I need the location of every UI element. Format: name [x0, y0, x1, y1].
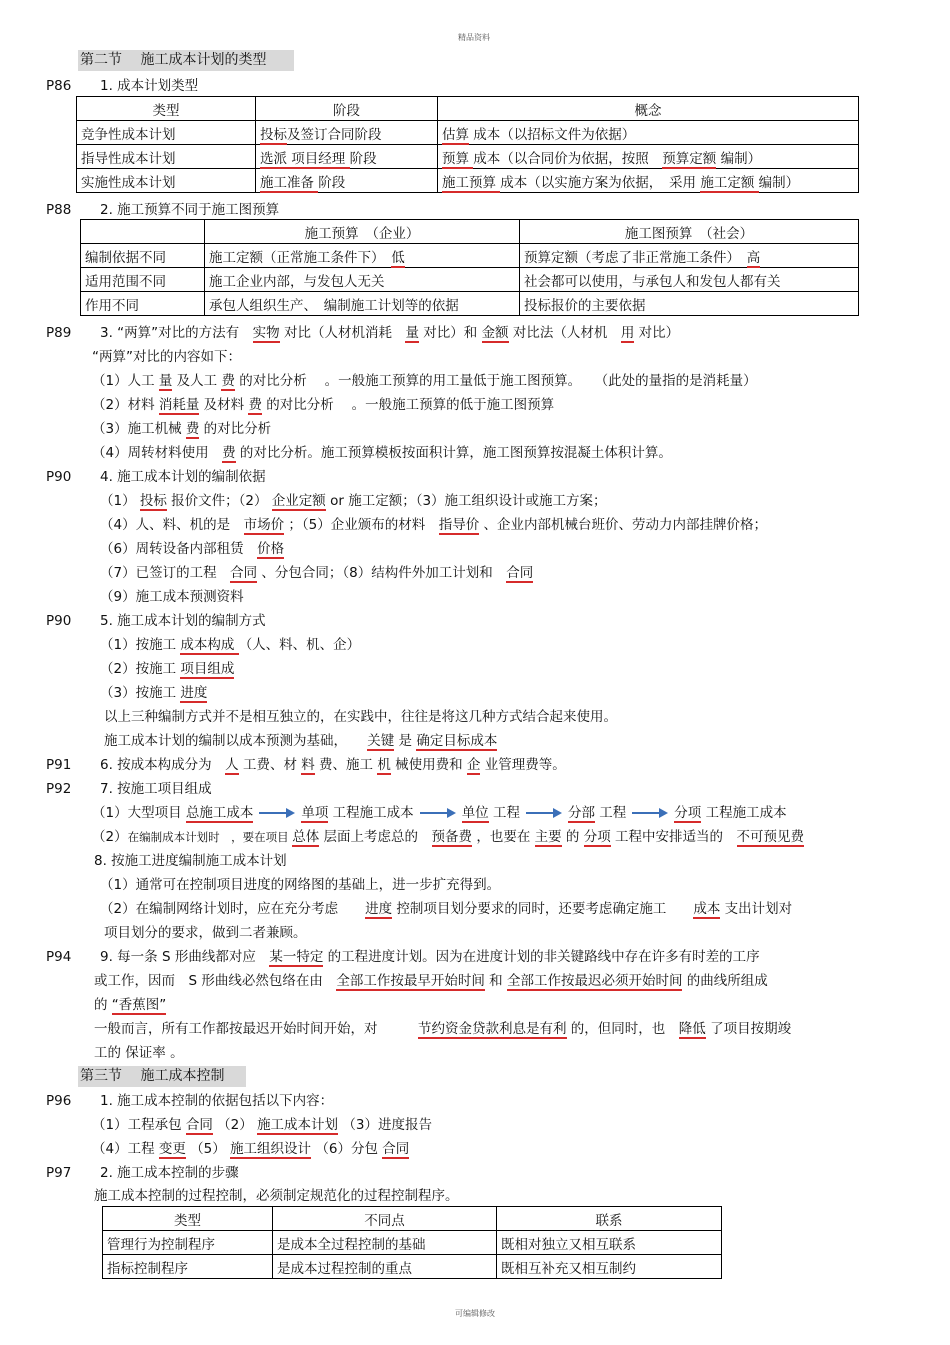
table-header-cell: 类型	[77, 97, 256, 121]
underlined-term: 合同	[506, 565, 534, 581]
arrow-right-icon	[420, 808, 456, 818]
l89-line	[100, 324, 679, 342]
l94e-line: 工的 保证率 。	[94, 1045, 184, 1061]
text: 工程施工成本	[701, 805, 787, 821]
underlined-term: 用	[620, 325, 635, 341]
underlined-term: 消耗量	[158, 397, 200, 413]
p88-title: 2. 施工预算不同于施工图预算	[100, 202, 280, 218]
underlined-term: “香蕉图”	[111, 997, 167, 1013]
l89e-line	[92, 420, 271, 438]
underlined-term: 施工定额	[700, 174, 759, 191]
text: 3. “两算”对比的方法有	[100, 325, 253, 341]
table-cell: 是成本过程控制的重点	[273, 1255, 497, 1279]
underlined-term: 投标	[260, 126, 287, 143]
cell-text: 阶段	[349, 150, 377, 167]
page-ref-p86: P86	[46, 78, 72, 94]
section-title-3: 第三节 施工成本控制	[78, 1066, 246, 1087]
table-cell: 是成本全过程控制的基础	[273, 1231, 497, 1255]
text: 业管理费等。	[480, 757, 566, 773]
text: （5）	[185, 1141, 231, 1157]
l91-line	[100, 756, 566, 774]
text: 支出计划对	[720, 901, 793, 917]
text: 及人工	[172, 373, 222, 389]
table-header-cell: 联系	[497, 1207, 722, 1231]
underlined-term: 主要	[534, 829, 562, 845]
table-row	[77, 97, 859, 121]
table-header-cell: 施工图预算 （社会）	[520, 220, 859, 244]
underlined-term: 关键	[367, 733, 395, 749]
underlined-term: 机	[377, 757, 391, 773]
text: 工费、材	[238, 757, 302, 773]
underlined-term: 全部工作按最迟必须开始时间	[506, 973, 683, 989]
table-row	[77, 121, 859, 145]
cell-text: 成本（以合同价为依据，按照	[473, 150, 663, 167]
text: （1）大型项目	[92, 805, 186, 821]
page-ref-p90-b: P90	[46, 613, 72, 629]
l96b-line	[92, 1140, 409, 1158]
text: （人、料、机、企）	[238, 637, 361, 653]
text: or 施工定额；（3）施工组织设计或施工方案；	[325, 493, 607, 509]
underlined-term: 费	[221, 373, 235, 389]
table-cell: 管理行为控制程序	[103, 1231, 273, 1255]
table-cell: 编制依据不同	[81, 244, 205, 268]
arrow-right-icon	[632, 808, 668, 818]
l92-line: 7. 按施工项目组成	[100, 781, 212, 797]
text: 是	[394, 733, 417, 749]
text: 和	[484, 973, 507, 989]
text: （2）材料	[92, 397, 159, 413]
text: （2）按施工	[100, 661, 181, 677]
text: 工程	[488, 805, 520, 821]
arrow-right-icon	[526, 808, 562, 818]
underlined-term: 分项	[583, 829, 611, 845]
l90c-line	[100, 540, 284, 558]
table-cell	[256, 121, 438, 145]
text: （4）工程	[92, 1141, 159, 1157]
table-row	[103, 1207, 722, 1231]
underlined-term: 估算	[442, 126, 469, 143]
underlined-term: 选派 项目经理	[260, 150, 350, 167]
table-cell: 承包人组织生产、 编制施工计划等的依据	[205, 292, 520, 316]
l92b-line	[92, 828, 804, 846]
text: ；（5）企业颁布的材料	[284, 517, 439, 533]
text: 对比法（人材机	[508, 325, 621, 341]
cell-text: 编制）	[716, 150, 762, 167]
underlined-term: 确定目标成本	[416, 733, 498, 749]
underlined-term: 某一特定	[269, 949, 324, 965]
text: 对比（人材机消耗	[279, 325, 406, 341]
text: （1）工程承包	[92, 1117, 186, 1133]
l90d-line	[100, 564, 533, 582]
text: 了项目按期竣	[705, 1021, 792, 1037]
text: 、企业内部机械台班价、劳动力内部挂牌价格；	[479, 517, 768, 533]
page-header: 精品资料	[458, 33, 490, 42]
cell-text: 预算定额（考虑了非正常施工条件）	[524, 249, 747, 266]
page-ref-p88: P88	[46, 202, 72, 218]
table-cell	[256, 145, 438, 169]
l90h-line	[100, 660, 234, 678]
l89d-line	[92, 396, 554, 414]
l90a-line	[100, 492, 607, 510]
l90k-line	[104, 732, 497, 750]
arrow-right-icon	[259, 808, 295, 818]
text: 的曲线所组成	[682, 973, 768, 989]
underlined-term: 量	[158, 373, 173, 389]
text: （4）周转材料使用	[92, 445, 223, 461]
text: 的对比分析	[199, 421, 272, 437]
l90-line: 4. 施工成本计划的编制依据	[100, 469, 266, 485]
l90g-line	[100, 636, 360, 654]
underlined-term: 成本	[693, 901, 721, 917]
underlined-term: 全部工作按最早开始时间	[336, 973, 485, 989]
text: 工程	[594, 805, 627, 821]
table-header-cell: 类型	[103, 1207, 273, 1231]
table-header-cell	[81, 220, 205, 244]
table-cell	[438, 169, 859, 193]
table-row	[81, 220, 859, 244]
table-row	[81, 292, 859, 316]
text: （1）	[100, 493, 140, 509]
underlined-term: 合同	[185, 1117, 213, 1133]
table-cell: 社会都可以使用，与承包人和发包人都有关	[520, 268, 859, 292]
l97a-line: 施工成本控制的过程控制，必须制定规范化的过程控制程序。	[94, 1188, 459, 1204]
text: 及材料	[199, 397, 249, 413]
page-footer: 可编辑修改	[455, 1309, 495, 1318]
underlined-term: 费	[222, 445, 236, 461]
table-cell: 作用不同	[81, 292, 205, 316]
page-ref-p89: P89	[46, 325, 72, 341]
table-cell: 施工企业内部，与发包人无关	[205, 268, 520, 292]
cell-text: 成本（以招标文件为依据）	[469, 126, 636, 143]
l96-line: 1. 施工成本控制的依据包括以下内容：	[100, 1093, 334, 1109]
l90b-line	[100, 516, 767, 534]
text: ，也要在	[472, 829, 535, 845]
underlined-term: 企业定额	[271, 493, 326, 509]
table-cell: 既相互补充又相互制约	[497, 1255, 722, 1279]
text: （2）	[92, 829, 128, 845]
underlined-term: 费	[248, 397, 262, 413]
text: 械使用费和	[390, 757, 467, 773]
text: 的	[561, 829, 584, 845]
page-ref-p97: P97	[46, 1165, 72, 1181]
underlined-term: 合同	[382, 1141, 410, 1157]
section-title-2: 第二节 施工成本计划的类型	[78, 50, 294, 71]
underlined-term: 成本构成	[180, 637, 239, 653]
l90f-line: 5. 施工成本计划的编制方式	[100, 613, 266, 629]
underlined-term: 高	[746, 249, 761, 266]
underlined-term: 分部	[567, 805, 595, 821]
page-ref-p90: P90	[46, 469, 72, 485]
l94b-line	[94, 972, 768, 990]
underlined-term: 预算定额	[662, 150, 717, 167]
table-row	[77, 145, 859, 169]
table-header-cell: 概念	[438, 97, 859, 121]
underlined-term: 施工预算	[442, 174, 501, 191]
text: 9. 每一条 S 形曲线都对应	[100, 949, 270, 965]
l94d-line	[94, 1020, 791, 1038]
page-ref-p92: P92	[46, 781, 72, 797]
l92f-line: 项目划分的要求，做到二者兼顾。	[104, 925, 307, 941]
text: 一般而言，所有工作都按最迟开始时间开始，对	[94, 1021, 418, 1037]
table-cell: 实施性成本计划	[77, 169, 256, 193]
underlined-term: 项目组成	[180, 661, 235, 677]
cell-text: 及签订合同阶段	[287, 126, 382, 143]
text: （3）进度报告	[338, 1117, 432, 1133]
table-header-cell: 不同点	[273, 1207, 497, 1231]
table-row	[77, 169, 859, 193]
l96a-line	[92, 1116, 432, 1134]
underlined-term: 施工准备	[260, 174, 319, 191]
underlined-term: 量	[405, 325, 419, 341]
underlined-term: 市场价	[243, 517, 285, 533]
table-cell: 指标控制程序	[103, 1255, 273, 1279]
table-cell: 既相对独立又相互联系	[497, 1231, 722, 1255]
l94a-line	[100, 948, 760, 966]
table-header-cell: 施工预算 （企业）	[205, 220, 520, 244]
text: 的，但同时，也	[566, 1021, 679, 1037]
underlined-term: 不可预见费	[736, 829, 805, 845]
underlined-term: 实物	[252, 325, 280, 341]
text: 报价文件；（2）	[166, 493, 272, 509]
text: （2）	[212, 1117, 258, 1133]
underlined-term: 总施工成本	[185, 805, 254, 821]
l89f-line	[92, 444, 672, 462]
text: （6）分包	[311, 1141, 383, 1157]
underlined-term: 人	[225, 757, 239, 773]
text: 工程施工成本	[328, 805, 414, 821]
page-ref-p96: P96	[46, 1093, 72, 1109]
page-ref-p94: P94	[46, 949, 72, 965]
underlined-term: 施工成本计划	[257, 1117, 339, 1133]
l90j-line: 以上三种编制方式并不是相互独立的，在实践中，往往是将这几种方式结合起来使用。	[104, 709, 617, 725]
l90e-line: （9）施工成本预测资料	[100, 589, 244, 605]
text: 的对比分析 。一般施工预算的用工量低于施工图预算。 （此处的量指的是消耗量）	[234, 373, 757, 389]
underlined-term: 合同	[230, 565, 258, 581]
text: （3）按施工	[100, 685, 181, 701]
underlined-term: 施工组织设计	[230, 1141, 312, 1157]
underlined-term: 单位	[461, 805, 489, 821]
cost-control-table	[102, 1206, 722, 1279]
budget-comparison-table	[80, 219, 859, 316]
text: 的对比分析 。一般施工预算的低于施工图预算	[261, 397, 555, 413]
underlined-term: 投标	[139, 493, 167, 509]
underlined-term: 低	[391, 249, 405, 266]
underlined-term: 企	[466, 757, 481, 773]
underlined-term: 降低	[678, 1021, 706, 1037]
table-row	[103, 1255, 722, 1279]
l89c-line	[92, 372, 757, 390]
underlined-term: 预备费	[431, 829, 473, 845]
underlined-term: 总体	[292, 829, 320, 845]
text: 的	[94, 997, 112, 1013]
text: 6. 按成本构成分为	[100, 757, 226, 773]
cell-text: 编制）	[758, 174, 800, 191]
text: 控制项目划分要求的同时，还要考虑确定施工	[392, 901, 694, 917]
text: 工程中安排适当的	[610, 829, 737, 845]
text: 、分包合同；（8）结构件外加工计划和	[257, 565, 507, 581]
text: 层面上考虑总的	[319, 829, 432, 845]
underlined-term: 预算	[442, 150, 474, 167]
table-cell: 指导性成本计划	[77, 145, 256, 169]
cell-text: 成本（以实施方案为依据， 采用	[500, 174, 701, 191]
l90i-line	[100, 684, 207, 702]
text: 或工作，因而 S 形曲线必然包络在由	[94, 973, 337, 989]
table-cell: 投标报价的主要依据	[520, 292, 859, 316]
underlined-term: 单项	[301, 805, 329, 821]
text: （6）周转设备内部租赁	[100, 541, 258, 557]
underlined-term: 费	[185, 421, 200, 437]
table-row	[81, 268, 859, 292]
table-header-cell: 阶段	[256, 97, 438, 121]
table-row	[81, 244, 859, 268]
table-row	[103, 1231, 722, 1255]
table-cell: 竞争性成本计划	[77, 121, 256, 145]
text: 对比）	[634, 325, 680, 341]
text: 的工程进度计划。因为在进度计划的非关键路线中存在许多有时差的工序	[323, 949, 760, 965]
l92e-line	[100, 900, 792, 918]
table-cell	[520, 244, 859, 268]
cell-text: 施工定额（正常施工条件下）	[209, 249, 392, 266]
cell-text: 阶段	[318, 174, 346, 191]
text: （1）人工	[92, 373, 159, 389]
l94c-line	[94, 996, 166, 1014]
table-cell	[256, 169, 438, 193]
text: （3）施工机械	[92, 421, 186, 437]
table-cell: 适用范围不同	[81, 268, 205, 292]
l92c-line: 8. 按施工进度编制施工成本计划	[94, 853, 287, 869]
text: 费、施工	[314, 757, 378, 773]
text: 施工成本计划的编制以成本预测为基础，	[104, 733, 368, 749]
l89b-line: “两算”对比的内容如下：	[92, 349, 241, 365]
l92a-line	[92, 804, 787, 822]
underlined-term: 进度	[365, 901, 393, 917]
text: （7）已签订的工程	[100, 565, 231, 581]
p86-title: 1. 成本计划类型	[100, 78, 199, 94]
underlined-term: 进度	[180, 685, 208, 701]
underlined-term: 节约资金贷款利息是有利	[418, 1021, 567, 1037]
underlined-term: 变更	[158, 1141, 186, 1157]
text: 的对比分析。施工预算模板按面积计算，施工图预算按混凝土体积计算。	[235, 445, 672, 461]
text: 对比）和	[418, 325, 482, 341]
l92d-line: （1）通常可在控制项目进度的网络图的基础上，进一步扩充得到。	[100, 877, 501, 893]
underlined-term: 分项	[674, 805, 702, 821]
text: （2）在编制网络计划时，应在充分考虑	[100, 901, 366, 917]
l97-line: 2. 施工成本控制的步骤	[100, 1165, 239, 1181]
table-cell	[205, 244, 520, 268]
page-ref-p91: P91	[46, 757, 72, 773]
text: （1）按施工	[100, 637, 181, 653]
table-cell	[438, 121, 859, 145]
underlined-term: 金额	[481, 325, 509, 341]
text: 在编制成本计划时 ，要在项目	[127, 830, 293, 844]
table-cell	[438, 145, 859, 169]
cost-plan-type-table	[76, 96, 859, 193]
text: （4）人、料、机的是	[100, 517, 244, 533]
underlined-term: 价格	[257, 541, 285, 557]
underlined-term: 料	[301, 757, 315, 773]
underlined-term: 指导价	[438, 517, 480, 533]
